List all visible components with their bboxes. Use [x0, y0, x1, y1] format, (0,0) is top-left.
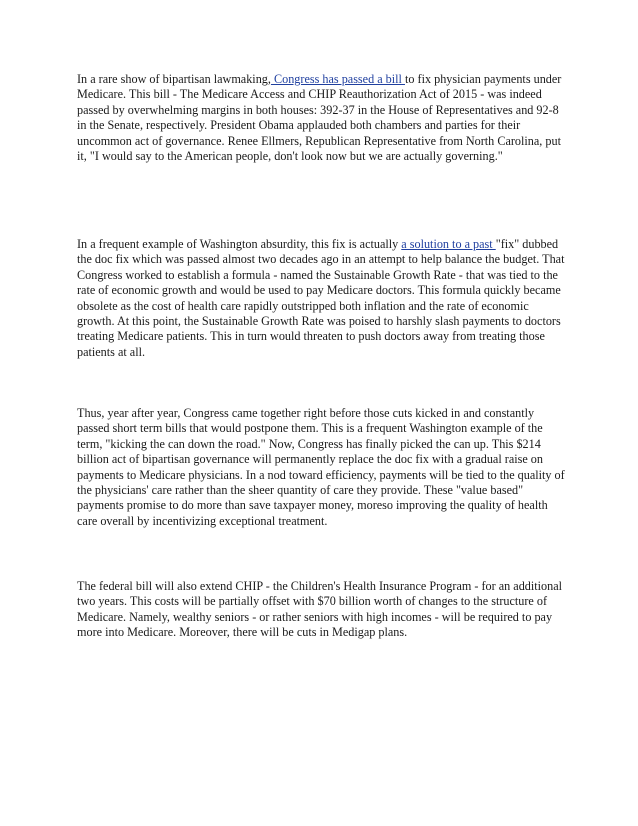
paragraph-washington-absurdity: [77, 237, 567, 360]
paragraph-chip-extension: The federal bill will also extend CHIP - the Children's Health Insurance Program - for an additional two years. This costs will be partially offset with $70 billion worth of changes to the structure of Medicare. Namely, wealthy seniors - or rather seniors with high incomes - will be required to pay more into Medicare. Moreover, there will be cuts in Medigap plans.: [77, 579, 563, 640]
paragraph-text: to fix physician payments under Medicare. This bill - The Medicare Access and CHIP Reauthorization Act of 2015 - was indeed passed by overwhelming margins in both houses: 392-37 in the House of Representatives and 92-8 in the Senate, respectively. President Obama applauded both chambers and parties for their uncommon act of governance. Renee Ellmers, Republican Representative from North Carolina, put it, "I would say to the American people, don't look now but we are actually governing.": [77, 72, 562, 164]
paragraph-text: In a rare show of bipartisan lawmaking,: [77, 72, 271, 86]
paragraph-text: "fix" dubbed the doc fix which was passed almost two decades ago in an attempt to help balance the budget. That Congress worked to establish a formula - named the Sustainable Growth Rate - that was tied to the rate of economic growth and would be used to pay Medicare doctors. This formula quickly became obsolete as the cost of health care rapidly outstripped both inflation and the rate of economic growth. At this point, the Sustainable Growth Rate was poised to harshly slash payments to doctors treating Medicare patients. This in turn would threaten to push doctors away from treating those patients at all.: [77, 237, 565, 359]
paragraph-text: In a frequent example of Washington absurdity, this fix is actually: [77, 237, 402, 251]
paragraph-year-after-year: Thus, year after year, Congress came together right before those cuts kicked in and constantly passed short term bills that would postpone them. This is a frequent Washington example of the term, "kicking the can down the road." Now, Congress has finally picked the can up. This $214 billion act of bipartisan governance will permanently replace the doc fix with a gradual raise on payments to Medicare physicians. In a nod toward efficiency, payments will be tied to the quality of the physicians' care rather than the sheer quantity of care they provide. These "value based" payments promise to do more than save taxpayer money, moreso improving the quality of health care overall by incentivizing exceptional treatment.: [77, 406, 565, 528]
congress-passed-bill-link[interactable]: Congress has passed a bill: [270, 72, 405, 86]
solution-to-past-link[interactable]: a solution to a past: [401, 237, 496, 251]
paragraph-bipartisan-lawmaking: [77, 72, 567, 164]
